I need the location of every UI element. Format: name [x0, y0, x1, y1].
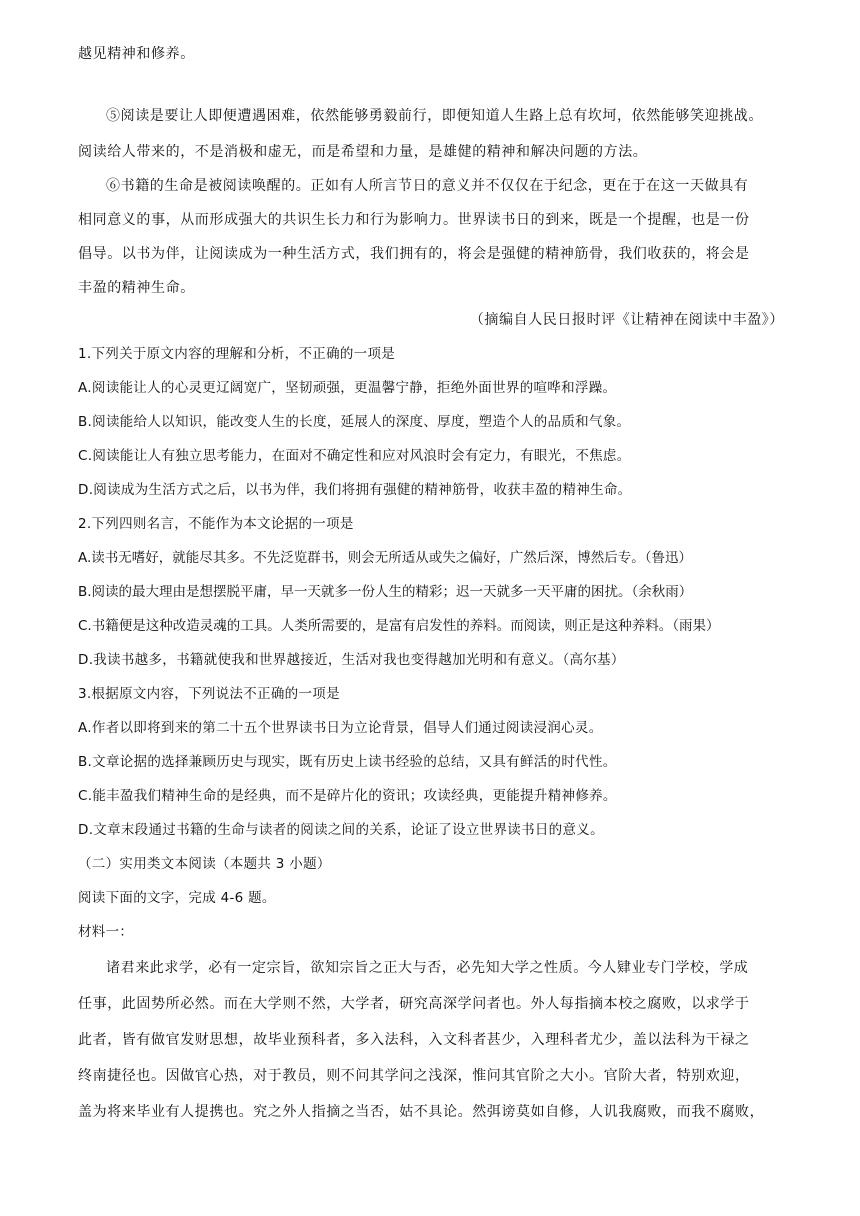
- passage-paragraph-6-line-2: 相同意义的事，从而形成强大的共识生长力和行为影响力。世界读书日的到来，既是一个提醒，也是一份: [78, 212, 750, 228]
- source-citation: （摘编自人民日报时评《让精神在阅读中丰盈》）: [469, 312, 784, 328]
- question-3-option-c: C.能丰盈我们精神生命的是经典，而不是碎片化的资讯；攻读经典，更能提升精神修养。: [78, 788, 617, 804]
- passage-paragraph-6-line-1: ⑥书籍的生命是被阅读唤醒的。正如有人所言节日的意义并不仅仅在于纪念，更在于在这一天做具有: [106, 178, 749, 194]
- passage-paragraph-6-line-3: 倡导。以书为伴，让阅读成为一种生活方式，我们拥有的，将会是强健的精神筋骨，我们收获的，将会是: [78, 246, 750, 262]
- question-2-option-d: D.我读书越多，书籍就使我和世界越接近，生活对我也变得越加光明和有意义。（高尔基）: [78, 652, 625, 668]
- question-3-option-b: B.文章论据的选择兼顾历史与现实，既有历史上读书经验的总结，又具有鲜活的时代性。: [78, 754, 617, 770]
- material-label: 材料一：: [78, 924, 134, 940]
- question-1-option-b: B.阅读能给人以知识，能改变人生的长度，延展人的深度、厚度，塑造个人的品质和气象。: [78, 414, 631, 430]
- passage-paragraph-5-line-1: ⑤阅读是要让人即便遭遇困难，依然能够勇毅前行，即便知道人生路上总有坎坷，依然能够笑迎挑战。: [106, 108, 763, 124]
- question-3-stem: 3.根据原文内容，下列说法不正确的一项是: [78, 686, 340, 702]
- question-1-stem: 1.下列关于原文内容的理解和分析，不正确的一项是: [78, 346, 396, 362]
- question-3-option-a: A.作者以即将到来的第二十五个世界读书日为立论背景，倡导人们通过阅读浸润心灵。: [78, 720, 603, 736]
- section-heading: （二）实用类文本阅读（本题共 3 小题）: [78, 856, 331, 872]
- question-1-option-a: A.阅读能让人的心灵更辽阔宽广，坚韧顽强，更温馨宁静，拒绝外面世界的喧哗和浮躁。: [78, 380, 617, 396]
- question-2-option-a: A.读书无嗜好，就能尽其多。不先泛览群书，则会无所适从或失之偏好，广然后深，博然后专。（鲁迅）: [78, 550, 693, 566]
- question-1-option-d: D.阅读成为生活方式之后，以书为伴，我们将拥有强健的精神筋骨，收获丰盈的精神生命。: [78, 482, 632, 498]
- passage-paragraph-5-line-2: 阅读给人带来的，不是消极和虚无，而是希望和力量，是雄健的精神和解决问题的方法。: [78, 144, 648, 160]
- material-line-4: 终南捷径也。因做官心热，对于教员，则不问其学问之浅深，惟问其官阶之大小。官阶大者，特别欢迎，: [78, 1068, 750, 1084]
- question-1-option-c: C.阅读能让人有独立思考能力，在面对不确定性和应对风浪时会有定力，有眼光，不焦虑。: [78, 448, 631, 464]
- question-2-stem: 2.下列四则名言，不能作为本文论据的一项是: [78, 516, 354, 532]
- material-line-2: 任事，此固势所必然。而在大学则不然，大学者，研究高深学问者也。外人每指摘本校之腐败，以求学于: [78, 996, 750, 1012]
- passage-paragraph-6-line-4: 丰盈的精神生命。: [78, 280, 195, 296]
- material-line-3: 此者，皆有做官发财思想，故毕业预科者，多入法科，入文科者甚少，入理科者尤少，盖以法科为干禄之: [78, 1032, 750, 1048]
- material-line-5: 盖为将来毕业有人提携也。究之外人指摘之当否，姑不具论。然弭谤莫如自修，人讥我腐败，而我不腐败，: [78, 1104, 765, 1120]
- question-3-option-d: D.文章末段通过书籍的生命与读者的阅读之间的关系，论证了设立世界读书日的意义。: [78, 822, 604, 838]
- passage-line: 越见精神和修养。: [78, 46, 195, 62]
- question-2-option-b: B.阅读的最大理由是想摆脱平庸，早一天就多一份人生的精彩；迟一天就多一天平庸的困扰。（余秋雨）: [78, 584, 693, 600]
- question-2-option-c: C.书籍便是这种改造灵魂的工具。人类所需要的，是富有启发性的养料。而阅读，则正是这种养料。（雨果）: [78, 618, 720, 634]
- section-instruction: 阅读下面的文字，完成 4-6 题。: [78, 890, 276, 906]
- material-line-1: 诸君来此求学，必有一定宗旨，欲知宗旨之正大与否，必先知大学之性质。今人肄业专门学校，学成: [106, 960, 749, 976]
